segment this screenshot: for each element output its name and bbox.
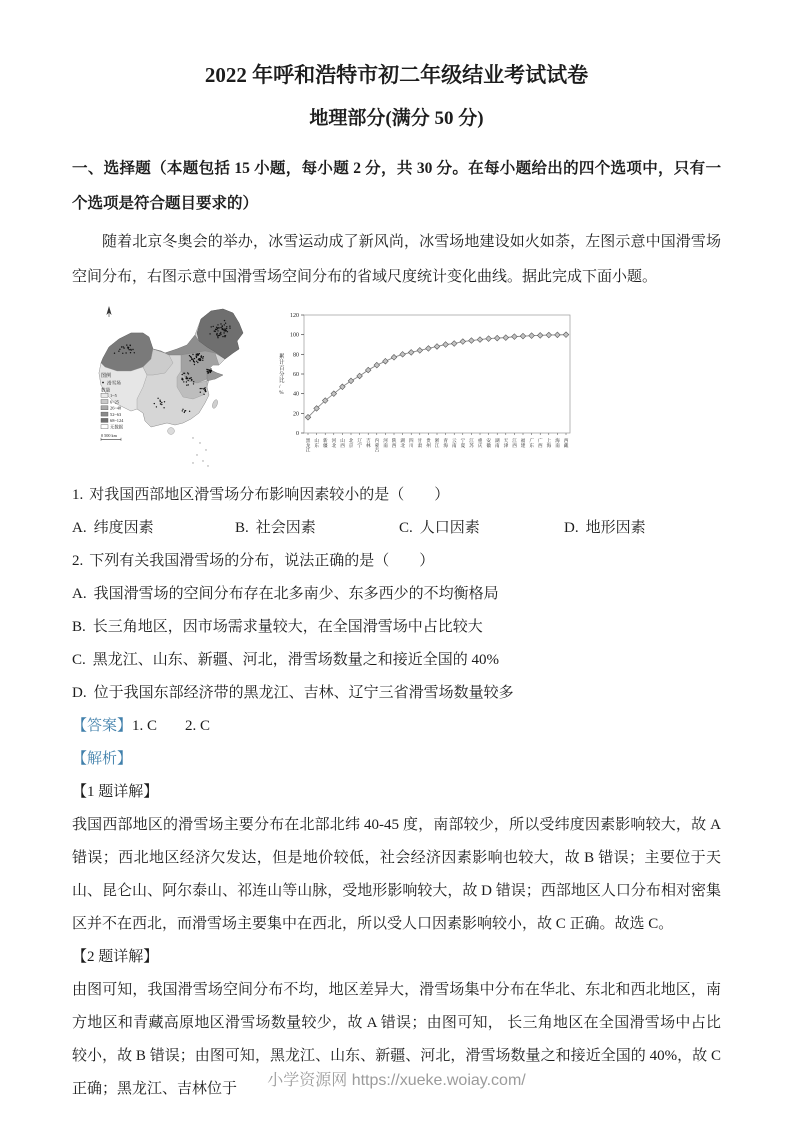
ski-resort-dot [183,381,184,382]
data-point-marker [426,346,432,352]
ski-resort-dot [186,378,187,379]
answer-row [72,710,721,743]
ski-resort-dot [191,380,192,381]
question-1-number: 1. [72,487,84,503]
x-tick-label: 广西 [538,438,543,448]
q1-option-d [564,512,721,545]
legend-swatch [101,400,108,404]
answer-item-2: 2. C [185,718,211,734]
ski-resort-dot [222,329,223,330]
x-tick-label: 山东 [314,438,320,448]
ski-resort-dot [216,329,217,330]
ski-resort-dot [195,355,196,356]
ski-resort-dot [164,401,165,402]
y-tick-label: 40 [293,391,299,398]
ski-resort-dot [214,331,215,332]
ski-resort-dot [159,400,160,401]
data-point-marker [451,341,457,347]
legend-quantity-label: 数量 [101,387,111,393]
x-tick-label: 海南 [555,438,560,448]
data-point-marker [348,378,354,384]
ski-resort-dot [129,349,130,350]
ski-resort-dot [181,378,182,379]
q2-option-d-label: D. [72,685,87,701]
section-heading: 一、选择题（本题包括 15 小题，每小题 2 分，共 30 分。在每小题给出的四个选项中，只有一个选项是符合题目要求的） [72,160,721,212]
map-region-taiwan [211,399,218,409]
ski-resort-dot [196,361,197,362]
ski-resort-dot [225,330,226,331]
data-point-marker [520,333,526,339]
data-point-marker [529,333,535,339]
page-title: 2022 年呼和浩特市初二年级结业考试试卷 [204,63,589,87]
q2-option-d-text: 位于我国东部经济带的黑龙江、吉林、辽宁三省滑雪场数量较多 [93,685,514,701]
ski-resort-dot [154,403,155,404]
data-point-marker [374,362,380,368]
legend-class-label: 52~63 [110,411,122,417]
ski-resort-dot [191,358,192,359]
detail-2-heading: 【2 题详解】 [72,949,159,965]
ski-resort-dot [198,358,199,359]
q2-option-c-label: C. [72,652,86,668]
ski-resort-dot [186,385,187,386]
ski-resort-dot [201,388,202,389]
y-tick-label: 0 [296,431,299,437]
legend-class-label: 26~48 [110,405,122,411]
q2-option-a-text: 我国滑雪场的空间分布存在北多南少、东多西少的不均衡格局 [93,586,499,602]
ski-resort-dot [193,381,194,382]
ski-resort-dot [218,327,219,328]
north-arrow-icon [106,306,111,317]
x-tick-label: 江苏 [469,438,474,448]
ski-resort-dot [219,335,220,336]
x-tick-label: 吉林 [366,438,371,448]
map-region-hainan [168,428,175,435]
ski-resort-dot [218,335,219,336]
ski-resort-dot [189,355,190,356]
ski-resort-dot [203,356,204,357]
ski-resort-dot [200,356,201,357]
ski-resort-dot [114,353,115,354]
ski-resort-dot [193,383,194,384]
data-point-marker [400,352,406,358]
ski-resort-dot [193,361,194,362]
legend-swatch [101,406,108,410]
x-tick-label: 辽宁 [357,438,363,448]
ski-resort-dot [123,346,124,347]
data-point-marker [408,350,414,356]
data-point-marker [537,333,543,339]
ski-resort-dot [192,359,193,360]
detail-1-heading: 【1 题详解】 [72,784,159,800]
ski-resort-dot [194,364,195,365]
map-south-china-sea-islands [192,437,208,466]
ski-resort-dot [182,410,183,411]
ski-resort-dot [188,380,189,381]
ski-resort-dot [184,373,185,374]
x-tick-label: 江西 [512,438,517,448]
page-subtitle: 地理部分(满分 50 分) [309,108,484,129]
q1-option-a [72,512,235,545]
answer-label: 【答案】 [72,718,133,734]
data-point-marker [477,337,483,343]
question-1-text: 对我国西部地区滑雪场分布影响因素较小的是（ ） [89,487,450,503]
x-tick-label: 湖南 [495,438,500,448]
ski-resort-dot [216,327,217,328]
q1-option-c-label: C. [399,520,413,536]
ski-resort-dot [222,336,223,337]
data-point-marker [555,332,561,338]
x-tick-label: 北京 [348,438,354,448]
legend-swatch [101,393,108,397]
x-tick-label: 四川 [409,438,414,448]
x-tick-label: 安徽 [486,438,492,448]
x-tick-label: 西藏 [563,438,569,448]
ski-resort-dot [217,324,218,325]
x-tick-label: 河南 [383,438,388,448]
q2-option-b-label: B. [72,619,86,635]
x-tick-label: 湖北 [400,438,406,448]
ski-resort-dot [196,357,197,358]
x-tick-label: 浙江 [434,438,440,448]
x-tick-label: 天津 [503,438,509,448]
x-tick-label: 河北 [331,438,337,448]
ski-resort-dot [186,381,187,382]
answer-item-1: 1. C [132,718,158,734]
q1-option-d-label: D. [564,520,579,536]
ski-resort-dot [190,377,191,378]
ski-resort-dot [205,391,206,392]
ski-resort-dot [202,360,203,361]
ski-resort-dot [189,411,190,412]
data-point-marker [365,367,371,373]
data-point-marker [434,344,440,350]
ski-resort-dot [160,401,161,402]
ski-resort-dot [134,352,135,353]
q1-option-b-label: B. [235,520,249,536]
legend-point-label: 滑雪场 [107,380,121,386]
ski-resort-dot [123,347,124,348]
ski-resort-dot [226,328,227,329]
data-point-marker [417,348,423,354]
ski-resort-dot [127,347,128,348]
ski-resort-dot [200,392,201,393]
ski-resort-dot [203,394,204,395]
ski-resort-dot [186,376,187,377]
x-tick-label: 福建 [520,438,526,448]
ski-resort-dot [209,369,210,370]
q1-option-b-text: 社会因素 [255,520,316,536]
ski-resort-dot [222,326,223,327]
data-point-marker [563,332,569,338]
data-point-marker [383,358,389,364]
ski-resort-dot [227,331,228,332]
legend-dot-icon [102,382,104,384]
ski-resort-dot [187,372,188,373]
question-2-options [72,578,721,710]
x-tick-label: 黑龙江 [305,438,311,453]
ski-resort-dot [206,369,207,370]
q1-option-a-text: 纬度因素 [93,520,154,536]
ski-resort-dot [202,358,203,359]
ski-resort-dot [199,353,200,354]
legend-class-label: 68~124 [110,418,124,424]
ski-resort-dot [224,335,225,336]
ski-resort-dot [224,324,225,325]
x-tick-label: 广东 [529,438,535,448]
legend-class-label: 无数据 [110,424,124,430]
x-tick-label: 重庆 [477,438,483,448]
ski-resort-dot [205,390,206,391]
y-tick-label: 20 [293,411,299,418]
x-tick-label: 云南 [452,438,457,448]
ski-resort-dot [160,403,161,404]
ski-resort-dot [210,372,211,373]
x-tick-label: 陕西 [391,438,397,448]
ski-resort-dot [229,327,230,328]
q1-option-a-label: A. [72,520,87,536]
x-tick-label: 山西 [340,438,345,448]
ski-resort-dot [198,354,199,355]
legend-class-label: 1~5 [110,393,117,398]
data-point-marker [357,373,363,379]
legend-swatch [101,418,108,422]
q1-option-c-text: 人口因素 [419,520,480,536]
ski-resort-dot [157,398,158,399]
ski-resort-dot [190,356,191,357]
ski-resort-dot [156,406,157,407]
ski-resort-dot [210,368,211,369]
x-tick-label: 甘肃 [417,438,423,448]
question-2-stem [72,545,721,578]
ski-resort-dot [132,349,133,350]
ski-resort-dot [219,333,220,334]
map-scale-label: 0 500 km [101,432,117,438]
ski-resort-dot [196,354,197,355]
intro-paragraph: 随着北京冬奥会的举办，冰雪运动成了新风尚，冰雪场地建设如火如荼，左图示意中国滑雪场空间分布，右图示意中国滑雪场空间分布的省域尺度统计变化曲线。据此完成下面小题。 [72,234,721,285]
ski-resort-dot [161,404,162,405]
ski-resort-dot [216,334,217,335]
ski-resort-dot [163,407,164,408]
ski-resort-dot [118,351,119,352]
ski-resort-dot [200,388,201,389]
ski-resort-dot [188,384,189,385]
analysis-label: 【解析】 [72,751,133,767]
question-2-number: 2. [72,553,84,569]
ski-resort-dot [217,337,218,338]
q2-option-c-text: 黑龙江、山东、新疆、河北，滑雪场数量之和接近全国的 40% [92,652,500,668]
q1-option-d-text: 地形因素 [585,520,646,536]
cumulative-percentage-chart [270,307,578,479]
data-point-marker [494,335,500,341]
ski-resort-dot [226,326,227,327]
legend-class-label: 6~25 [110,399,119,405]
ski-resort-dot [128,348,129,349]
data-point-marker [546,332,552,338]
q2-option-a-label: A. [72,586,87,602]
ski-resort-dot [184,412,185,413]
x-tick-label: 内蒙古 [374,438,380,453]
china-ski-resort-map [92,303,264,473]
ski-resort-dot [189,360,190,361]
question-1-stem [72,479,721,512]
q2-option-a [72,578,721,611]
ski-resort-dot [125,352,126,353]
legend-title: 图例 [101,374,112,379]
q2-option-b [72,611,721,644]
figure-row [92,303,721,479]
x-tick-label: 贵州 [426,438,431,448]
y-tick-label: 100 [290,332,299,339]
y-axis-label: 累计百分比/ % [279,354,285,396]
q1-option-b [235,512,399,545]
ski-resort-dot [225,323,226,324]
question-2-text: 下列有关我国滑雪场的分布，说法正确的是（ ） [89,553,435,569]
detail-2-text: 由图可知，我国滑雪场空间分布不均，地区差异大，滑雪场集中分布在华北、东北和西北地区，南方地区和青藏高原地区滑雪场数量较少，故 A 错误；由图可知， 长三角地区在全国滑雪场中占比较小，故 B 错误；由图可知，黑龙江、山东、新疆、河北，滑雪场数量之和接近全国的 40%，故 C 正确；黑龙江、吉林位于 [72,982,721,1097]
ski-resort-dot [185,410,186,411]
ski-resort-dot [131,349,132,350]
legend-swatch [101,425,108,429]
x-tick-label: 新疆 [323,438,328,448]
q2-option-c [72,644,721,677]
y-tick-label: 120 [290,313,299,319]
data-point-marker [391,354,397,360]
ski-resort-dot [223,332,224,333]
ski-resort-dot [182,374,183,375]
q2-option-d [72,677,721,710]
ski-resort-dot [224,328,225,329]
data-point-marker [443,342,449,348]
footer-watermark: 小学资源网 https://xueke.woiay.com/ [267,1072,526,1089]
ski-resort-dot [209,333,210,334]
ski-resort-dot [207,373,208,374]
exam-content [0,60,793,1106]
data-point-marker [460,339,466,345]
ski-resort-dot [194,358,195,359]
ski-resort-dot [182,409,183,410]
x-tick-label: 上海 [546,438,552,448]
ski-resort-dot [121,346,122,347]
ski-resort-dot [122,353,123,354]
ski-resort-dot [130,345,131,346]
x-tick-label: 宁夏 [460,438,466,448]
ski-resort-dot [229,326,230,327]
ski-resort-dot [223,329,224,330]
ski-resort-dot [213,326,214,327]
ski-resort-dot [189,378,190,379]
ski-resort-dot [126,344,127,345]
ski-resort-dot [211,370,212,371]
q1-option-c [399,512,564,545]
ski-resort-dot [224,320,225,321]
y-tick-label: 60 [293,372,299,378]
ski-resort-dot [197,362,198,363]
x-tick-label: 青海 [443,438,449,448]
detail-1-text: 我国西部地区的滑雪场主要分布在北部北纬 40-45 度，南部较少，所以受纬度因素影响较大，故 A 错误；西北地区经济欠发达，但是地价较低，社会经济因素影响也较大，故 B 错误；主要位于天山、昆仑山、阿尔泰山、祁连山等山脉，受地形影响较大，故 D 错误；西部地区人口分布相对密集区并不在西北，而滑雪场主要集中在西北，所以受人口因素影响较小，故 C 正确。故选 C。 [72,817,721,932]
ski-resort-dot [217,330,218,331]
ski-resort-dot [220,332,221,333]
ski-resort-dot [220,327,221,328]
ski-resort-dot [211,326,212,327]
y-tick-label: 80 [293,352,299,359]
ski-resort-dot [204,388,205,389]
data-point-marker [469,338,475,344]
legend-swatch [101,412,108,416]
data-point-marker [486,336,492,342]
chart-frame [304,315,570,433]
ski-resort-dot [207,371,208,372]
question-1-options [72,512,721,545]
data-point-marker [512,334,518,340]
q2-option-b-text: 长三角地区，因市场需求量较大，在全国滑雪场中占比较大 [92,619,483,635]
ski-resort-dot [161,402,162,403]
ski-resort-dot [119,349,120,350]
ski-resort-dot [130,352,131,353]
ski-resort-dot [192,354,193,355]
data-point-marker [503,335,509,341]
ski-resort-dot [220,323,221,324]
